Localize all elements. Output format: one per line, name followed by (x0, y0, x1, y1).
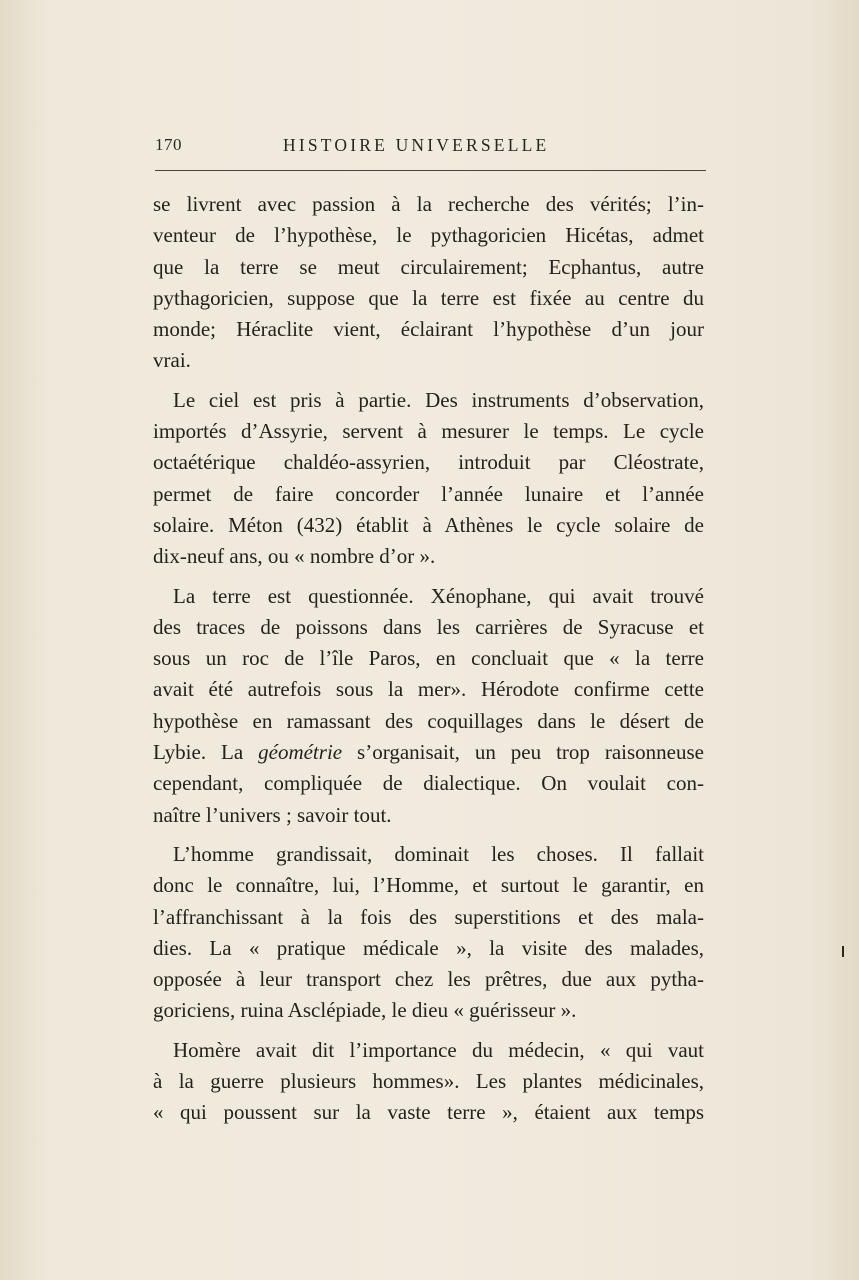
paragraph-2 (153, 385, 704, 573)
text-line: « qui poussent sur la vaste terre », étaient aux temps (153, 1100, 704, 1125)
text-line: cependant, compliquée de dialectique. On voulait con- (153, 771, 704, 796)
text-line: venteur de l’hypothèse, le pythagoricien Hicétas, admet (153, 223, 704, 248)
text-line: importés d’Assyrie, servent à mesurer le temps. Le cycle (153, 419, 704, 444)
header-rule (155, 170, 706, 171)
page-number: 170 (155, 135, 182, 154)
page-header (155, 128, 706, 164)
running-title: HISTOIRE UNIVERSELLE (283, 135, 550, 155)
text-line: solaire. Méton (432) établit à Athènes le cycle solaire de (153, 512, 704, 537)
text-line: des traces de poissons dans les carrières de Syracuse et (153, 614, 704, 639)
text-line: goriciens, ruina Asclépiade, le dieu « guérisseur ». (153, 998, 577, 1023)
margin-mark (842, 946, 844, 957)
text-line: dix-neuf ans, ou « nombre d’or ». (153, 544, 436, 569)
text-line-with-italic (153, 737, 704, 768)
text-line: monde; Héraclite vient, éclairant l’hypothèse d’un jour (153, 317, 704, 342)
text-line: pythagoricien, suppose que la terre est fixée au centre du (153, 285, 704, 310)
paragraph-1 (153, 189, 704, 377)
text-line: hypothèse en ramassant des coquillages dans le désert de (153, 708, 704, 733)
text-line: donc le connaître, lui, l’Homme, et surtout le garantir, en (153, 873, 704, 898)
text-line: La terre est questionnée. Xénophane, qui avait trouvé (173, 583, 704, 608)
text-line: sous un roc de l’île Paros, en concluait que « la terre (153, 646, 704, 671)
text-line: naître l’univers ; savoir tout. (153, 802, 392, 827)
text-line: opposée à leur transport chez les prêtres, due aux pytha- (153, 967, 704, 992)
text-line: dies. La « pratique médicale », la visite des malades, (153, 935, 704, 960)
text-line: l’affranchissant à la fois des superstitions et des mala- (153, 904, 704, 929)
text-segment: s’organisait, un peu trop raisonneuse (342, 740, 704, 765)
text-line: L’homme grandissait, dominait les choses. Il fallait (173, 841, 704, 866)
text-line: permet de faire concorder l’année lunaire et l’année (153, 481, 704, 506)
text-line: octaétérique chaldéo-assyrien, introduit par Cléostrate, (153, 450, 704, 475)
text-line: vrai. (153, 348, 191, 373)
paragraph-5 (153, 1035, 704, 1129)
text-line: à la guerre plusieurs hommes». Les plantes médicinales, (153, 1069, 704, 1094)
text-line: se livrent avec passion à la recherche des vérités; l’in- (153, 192, 704, 216)
body-text (153, 189, 704, 1137)
paragraph-4 (153, 839, 704, 1027)
text-line: Homère avait dit l’importance du médecin, « qui vaut (173, 1037, 704, 1062)
text-line: Le ciel est pris à partie. Des instruments d’observation, (173, 387, 704, 412)
paragraph-3 (153, 581, 704, 831)
text-line: avait été autrefois sous la mer». Hérodote confirme cette (153, 677, 704, 702)
text-segment: Lybie. La (153, 740, 259, 765)
text-line: que la terre se meut circulairement; Ecphantus, autre (153, 254, 704, 279)
italic-term: géométrie (258, 740, 343, 765)
